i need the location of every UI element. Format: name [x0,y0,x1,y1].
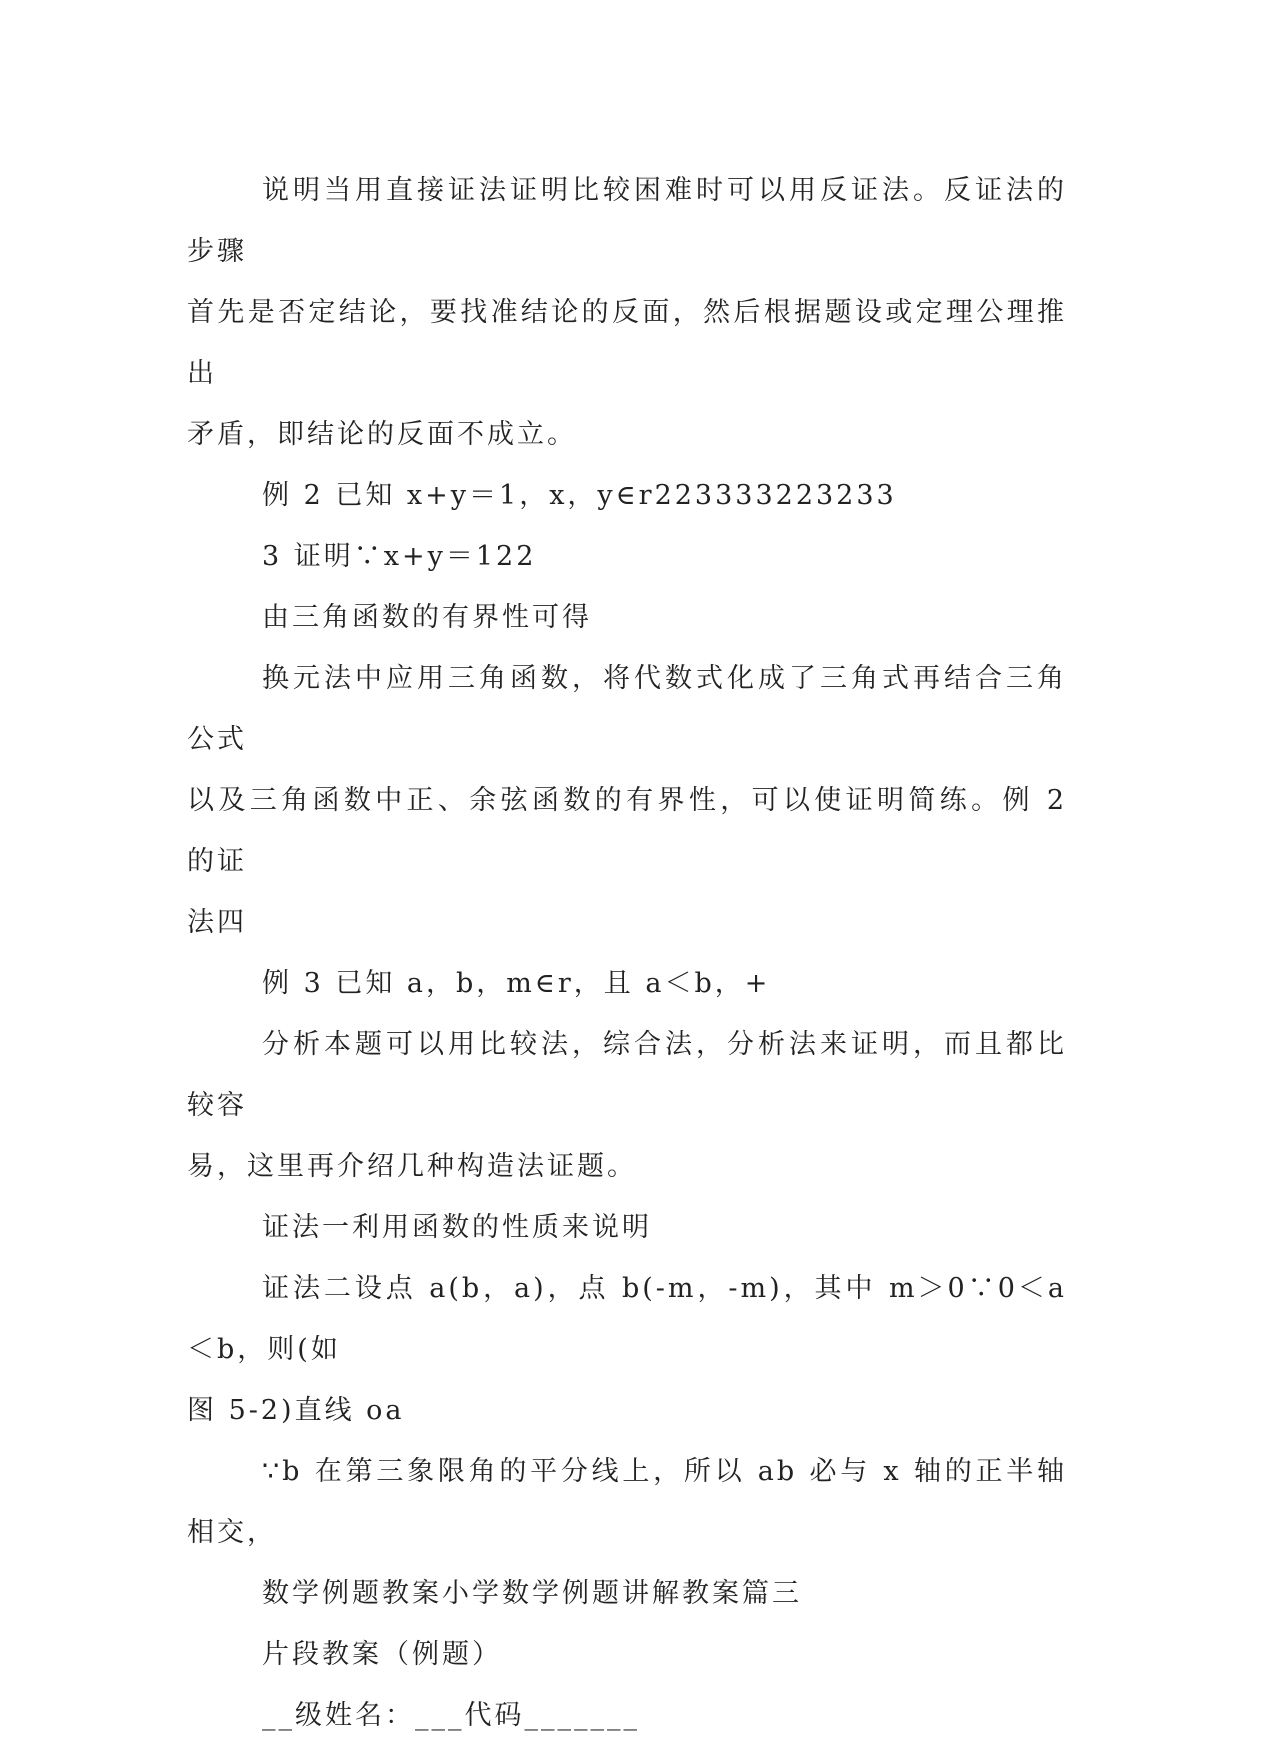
paragraph-proof-3 [187,526,1067,587]
paragraph-proof-method-1 [187,1197,1067,1258]
document-body [187,160,1067,1746]
text-line: 易，这里再介绍几种构造法证题。 [187,1151,637,1182]
text-line: 分析本题可以用比较法，综合法，分析法来证明，而且都比较容 [187,1029,1067,1121]
paragraph-proof-method-2 [187,1258,1067,1441]
text-line: 数学例题教案小学数学例题讲解教案篇三 [262,1578,802,1609]
paragraph-third-quadrant [187,1441,1067,1563]
text-line: 矛盾，即结论的反面不成立。 [187,419,577,450]
paragraph-name-fields [187,1685,1067,1746]
paragraph-analysis [187,1014,1067,1197]
paragraph-substitution-method [187,648,1067,953]
text-line: ∵b 在第三象限角的平分线上，所以 ab 必与 x 轴的正半轴相交， [187,1456,1067,1548]
text-line: 例 3 已知 a，b，m∈r，且 a＜b，+ [262,968,771,999]
text-line: 说明当用直接证法证明比较困难时可以用反证法。反证法的步骤 [187,175,1067,267]
text-line: 以及三角函数中正、余弦函数的有界性，可以使证明简练。例 2 的证 [187,785,1067,877]
text-line: 片段教案（例题） [262,1639,502,1670]
paragraph-section-heading [187,1563,1067,1624]
paragraph-lesson-plan-title [187,1624,1067,1685]
text-line: 首先是否定结论，要找准结论的反面，然后根据题设或定理公理推出 [187,297,1067,389]
paragraph-example-3 [187,953,1067,1014]
paragraph-proof-by-contradiction [187,160,1067,465]
text-line: 图 5-2)直线 oa [187,1395,405,1426]
text-line: 证法二设点 a(b，a)，点 b(-m，-m)，其中 m＞0∵0＜a＜b，则(如 [187,1273,1067,1365]
paragraph-example-2 [187,465,1067,526]
text-line: 由三角函数的有界性可得 [262,602,592,633]
text-line: __级姓名：___代码_______ [262,1700,640,1731]
text-line: 换元法中应用三角函数，将代数式化成了三角式再结合三角公式 [187,663,1067,755]
text-line: 例 2 已知 x+y＝1，x，y∈r223333223233 [262,480,897,511]
text-line: 法四 [187,907,247,938]
text-line: 3 证明∵x+y＝122 [262,541,537,572]
text-line: 证法一利用函数的性质来说明 [262,1212,652,1243]
paragraph-trig-bounded [187,587,1067,648]
